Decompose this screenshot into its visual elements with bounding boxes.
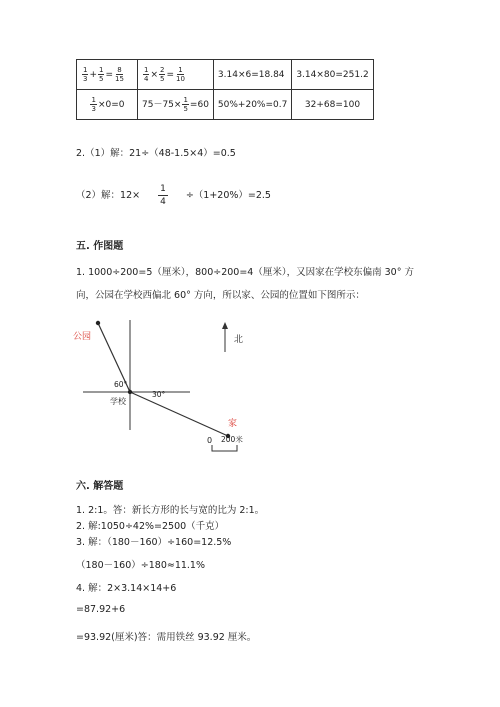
section6-line: （180－160）÷180≈11.1% xyxy=(76,560,205,571)
location-diagram xyxy=(70,312,260,462)
scale-zero-label: 0 xyxy=(207,436,213,445)
fraction: $\frac{1}{10}$ xyxy=(176,66,185,83)
fraction: $\frac{2}{5}$ xyxy=(160,66,165,83)
section5-line1: 1. 1000÷200=5（厘米），800÷200=4（厘米），又因家在学校东偏南 30° 方 xyxy=(76,267,414,278)
table-row xyxy=(77,60,374,90)
section6-line: =93.92(厘米)答：需用铁丝 93.92 厘米。 xyxy=(76,632,257,643)
section5-line2: 向，公园在学校西偏北 60° 方向，所以家、公园的位置如下图所示： xyxy=(76,290,365,301)
scale-bar xyxy=(212,445,237,451)
table-cell: 3.14×80=251.2 xyxy=(292,60,373,90)
table-cell: $\frac{1}{3}$ ×0=0 xyxy=(77,90,138,120)
fraction: $\frac{1}{5}$ xyxy=(99,66,104,83)
table-cell: $\frac{1}{3}$ + $\frac{1}{5}$ = $\frac{8}{15}$ xyxy=(77,60,138,90)
north-arrow-head-icon xyxy=(222,322,228,329)
fraction: $\frac{1}{3}$ xyxy=(83,66,88,83)
fraction: $\frac{1}{4}$ xyxy=(160,184,166,207)
section6-line: 4. 解：2×3.14×14+6 xyxy=(76,583,177,594)
section6-line: 2. 解:1050÷42%=2500（千克） xyxy=(76,521,225,532)
section6-line: 3. 解：（180－160）÷160=12.5% xyxy=(76,537,232,548)
angle-30-label: 30° xyxy=(152,390,166,399)
park-point xyxy=(96,321,100,325)
table-row xyxy=(77,90,374,120)
section5-title: 五. 作图题 xyxy=(76,241,124,252)
school-label: 学校 xyxy=(110,397,126,406)
fraction: $\frac{8}{15}$ xyxy=(115,66,124,83)
fraction: $\frac{1}{4}$ xyxy=(144,66,149,83)
section6-line: =87.92+6 xyxy=(76,604,126,615)
table-cell: 32+68=100 xyxy=(292,90,373,120)
section6-line: 1. 2:1。答：新长方形的长与宽的比为 2:1。 xyxy=(76,505,265,516)
fraction: $\frac{1}{5}$ xyxy=(183,96,188,113)
north-label: 北 xyxy=(234,335,244,345)
q2-line2: （2）解：12× $\frac{1}{4}$ ÷（1+20%）=2.5 xyxy=(76,184,271,207)
fraction: $\frac{1}{3}$ xyxy=(91,96,96,113)
table-cell: 50%+20%=0.7 xyxy=(213,90,291,120)
q2-line1: 2.（1）解：21÷（48-1.5×4）=0.5 xyxy=(76,148,236,159)
home-direction-line xyxy=(130,392,228,436)
table-cell: 3.14×6=18.84 xyxy=(213,60,291,90)
angle-60-label: 60° xyxy=(114,380,128,389)
park-label: 公园 xyxy=(73,332,92,342)
table-cell: $\frac{1}{4}$ × $\frac{2}{5}$ = $\frac{1}{10}$ xyxy=(138,60,214,90)
section6-title: 六. 解答题 xyxy=(76,481,124,492)
school-point xyxy=(128,390,132,394)
home-label: 家 xyxy=(228,419,238,429)
scale-label: 200米 xyxy=(221,435,243,444)
calculation-table xyxy=(76,59,374,120)
table-cell: 75－75× $\frac{1}{5}$ =60 xyxy=(138,90,214,120)
